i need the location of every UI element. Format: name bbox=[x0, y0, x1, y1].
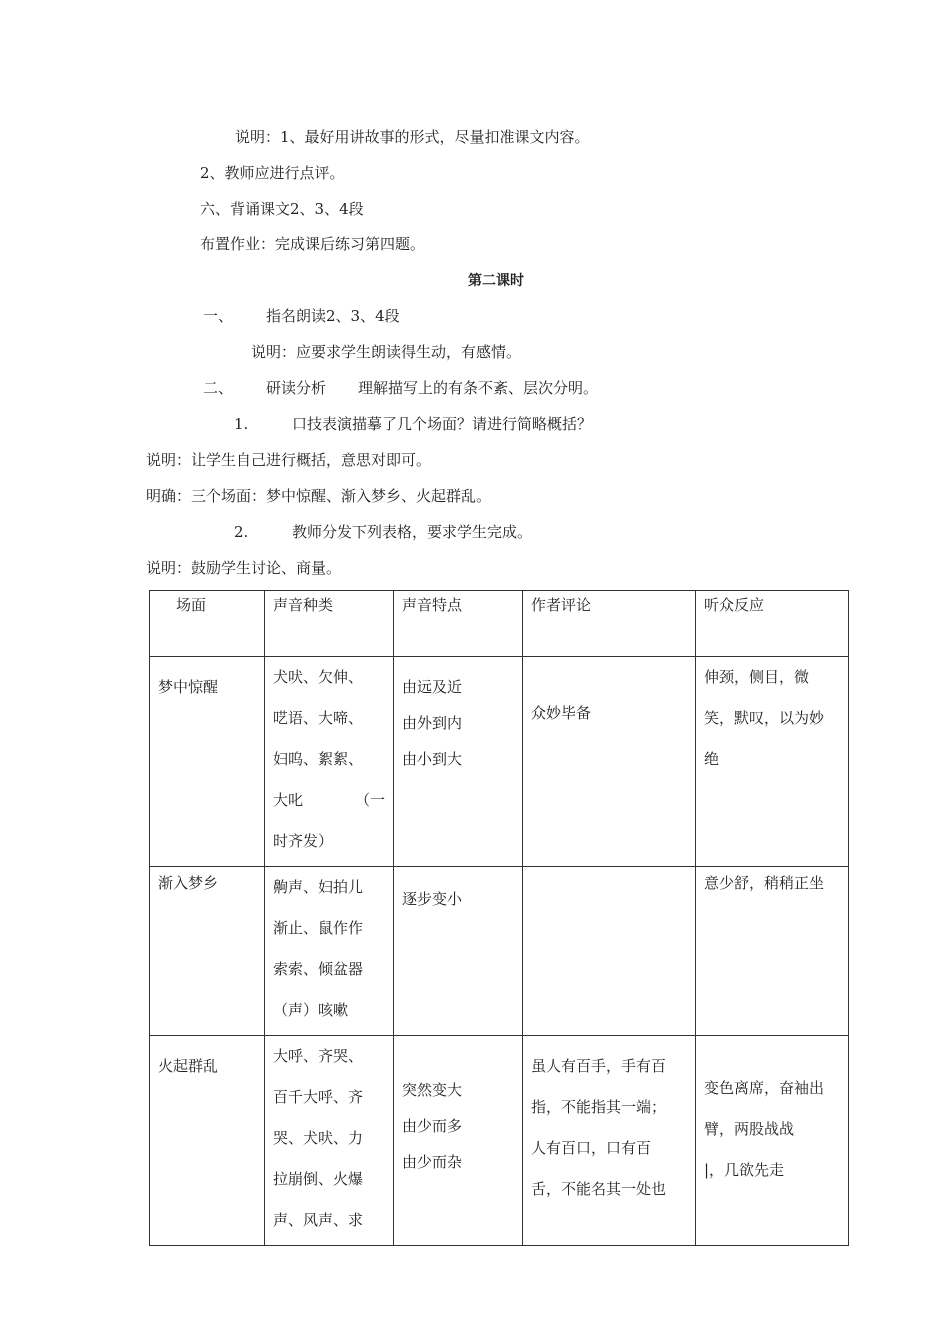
table-row bbox=[150, 867, 849, 1036]
note-4: 说明：让学生自己进行概括，意思对即可。 bbox=[146, 451, 432, 469]
table-cell-line: 臂，两股战战 bbox=[704, 1120, 795, 1138]
section-heading: 第二课时 bbox=[468, 273, 524, 289]
table-row bbox=[150, 1036, 849, 1246]
table-cell-line: 犬吠、欠伸、 bbox=[273, 668, 364, 686]
table-cell-line: |，几欲先走 bbox=[704, 1161, 785, 1179]
q1-text: 口技表演描摹了几个场面？请进行简略概括？ bbox=[292, 415, 593, 433]
note-1: 说明：1、最好用讲故事的形式，尽量扣准课文内容。 bbox=[235, 128, 590, 146]
table-cell-line bbox=[273, 780, 385, 821]
q2-num: 2. bbox=[234, 523, 249, 541]
sound-type-cell bbox=[265, 657, 394, 867]
header-sound-type: 声音种类 bbox=[265, 591, 394, 657]
table-cell-line: 虽人有百手，手有百 bbox=[531, 1057, 667, 1075]
header-audience-reaction: 听众反应 bbox=[696, 591, 849, 657]
table-cell-line: 百千大呼、齐 bbox=[273, 1088, 364, 1106]
step-1-text: 指名朗读2、3、4段 bbox=[266, 307, 400, 325]
table-cell-line: 突然变大 bbox=[402, 1081, 463, 1099]
audience-reaction-cell bbox=[696, 867, 849, 1036]
q1-num: 1. bbox=[234, 415, 249, 433]
step-6: 六、背诵课文2、3、4段 bbox=[200, 200, 364, 218]
table-cell-line: 妇呜、絮絮、 bbox=[273, 750, 364, 768]
sound-feature-cell bbox=[394, 867, 523, 1036]
note-5: 说明：鼓励学生讨论、商量。 bbox=[146, 559, 342, 577]
table-cell-line: 哭、犬吠、力 bbox=[273, 1129, 364, 1147]
table-cell-line: 由少而杂 bbox=[402, 1153, 463, 1171]
header-scene: 场面 bbox=[150, 591, 265, 657]
scene-cell: 梦中惊醒 bbox=[150, 657, 265, 867]
analysis-table bbox=[149, 590, 849, 1246]
note-3: 说明：应要求学生朗读得生动，有感情。 bbox=[251, 343, 522, 361]
table-cell-line: 齁声、妇拍儿 bbox=[273, 878, 364, 896]
table-cell-line: 声、风声、求 bbox=[273, 1211, 364, 1229]
answer: 明确：三个场面：梦中惊醒、渐入梦乡、火起群乱。 bbox=[146, 487, 492, 505]
table-cell-line: 意少舒，稍稍正坐 bbox=[704, 874, 825, 892]
table-cell-line: 渐止、鼠作作 bbox=[273, 919, 364, 937]
table-cell-line: 时齐发） bbox=[273, 832, 334, 850]
homework: 布置作业：完成课后练习第四题。 bbox=[200, 235, 426, 253]
table-cell-line: 呓语、大啼、 bbox=[273, 709, 364, 727]
author-comment-cell: 众妙毕备 bbox=[523, 657, 696, 867]
audience-reaction-cell bbox=[696, 657, 849, 867]
step-2-a: 研读分析 bbox=[266, 379, 327, 397]
table-cell-line: 指，不能指其一端； bbox=[531, 1098, 667, 1116]
sound-type-cell bbox=[265, 867, 394, 1036]
table-cell-line: 拉崩倒、火爆 bbox=[273, 1170, 364, 1188]
step-1-num: 一、 bbox=[203, 307, 234, 325]
author-comment-cell bbox=[523, 867, 696, 1036]
table-cell-line: 由外到内 bbox=[402, 714, 463, 732]
sound-feature-cell bbox=[394, 657, 523, 867]
table-row bbox=[150, 657, 849, 867]
table-cell-line: 绝 bbox=[704, 750, 720, 768]
table-cell-line: 逐步变小 bbox=[402, 890, 463, 908]
table-cell-fragment: （一 bbox=[354, 791, 385, 809]
table-cell-line: 笑，默叹，以为妙 bbox=[704, 709, 825, 727]
table-cell-line: 由小到大 bbox=[402, 750, 463, 768]
q2-text: 教师分发下列表格，要求学生完成。 bbox=[292, 523, 533, 541]
table-cell-line: 由少而多 bbox=[402, 1117, 463, 1135]
header-sound-feature: 声音特点 bbox=[394, 591, 523, 657]
step-2-num: 二、 bbox=[203, 379, 234, 397]
table-cell-line: 变色离席，奋袖出 bbox=[704, 1079, 825, 1097]
sound-type-cell bbox=[265, 1036, 394, 1246]
table-cell-line: 由远及近 bbox=[402, 678, 463, 696]
table-cell-fragment: 大叱 bbox=[273, 791, 304, 809]
table-cell-line: （声）咳嗽 bbox=[273, 1001, 349, 1019]
table-cell-line: 人有百口，口有百 bbox=[531, 1139, 652, 1157]
author-comment-cell bbox=[523, 1036, 696, 1246]
note-2: 2、教师应进行点评。 bbox=[200, 164, 345, 182]
header-author-comment: 作者评论 bbox=[523, 591, 696, 657]
table-header-row bbox=[150, 591, 849, 657]
audience-reaction-cell bbox=[696, 1036, 849, 1246]
sound-feature-cell bbox=[394, 1036, 523, 1246]
scene-cell: 火起群乱 bbox=[150, 1036, 265, 1246]
scene-cell: 渐入梦乡 bbox=[150, 867, 265, 1036]
table-cell-line: 舌，不能名其一处也 bbox=[531, 1180, 667, 1198]
table-cell-line: 伸颈，侧目，微 bbox=[704, 668, 810, 686]
table-cell-line: 大呼、齐哭、 bbox=[273, 1047, 364, 1065]
step-2-b: 理解描写上的有条不紊、层次分明。 bbox=[358, 379, 599, 397]
table-cell-line: 索索、倾盆器 bbox=[273, 960, 364, 978]
